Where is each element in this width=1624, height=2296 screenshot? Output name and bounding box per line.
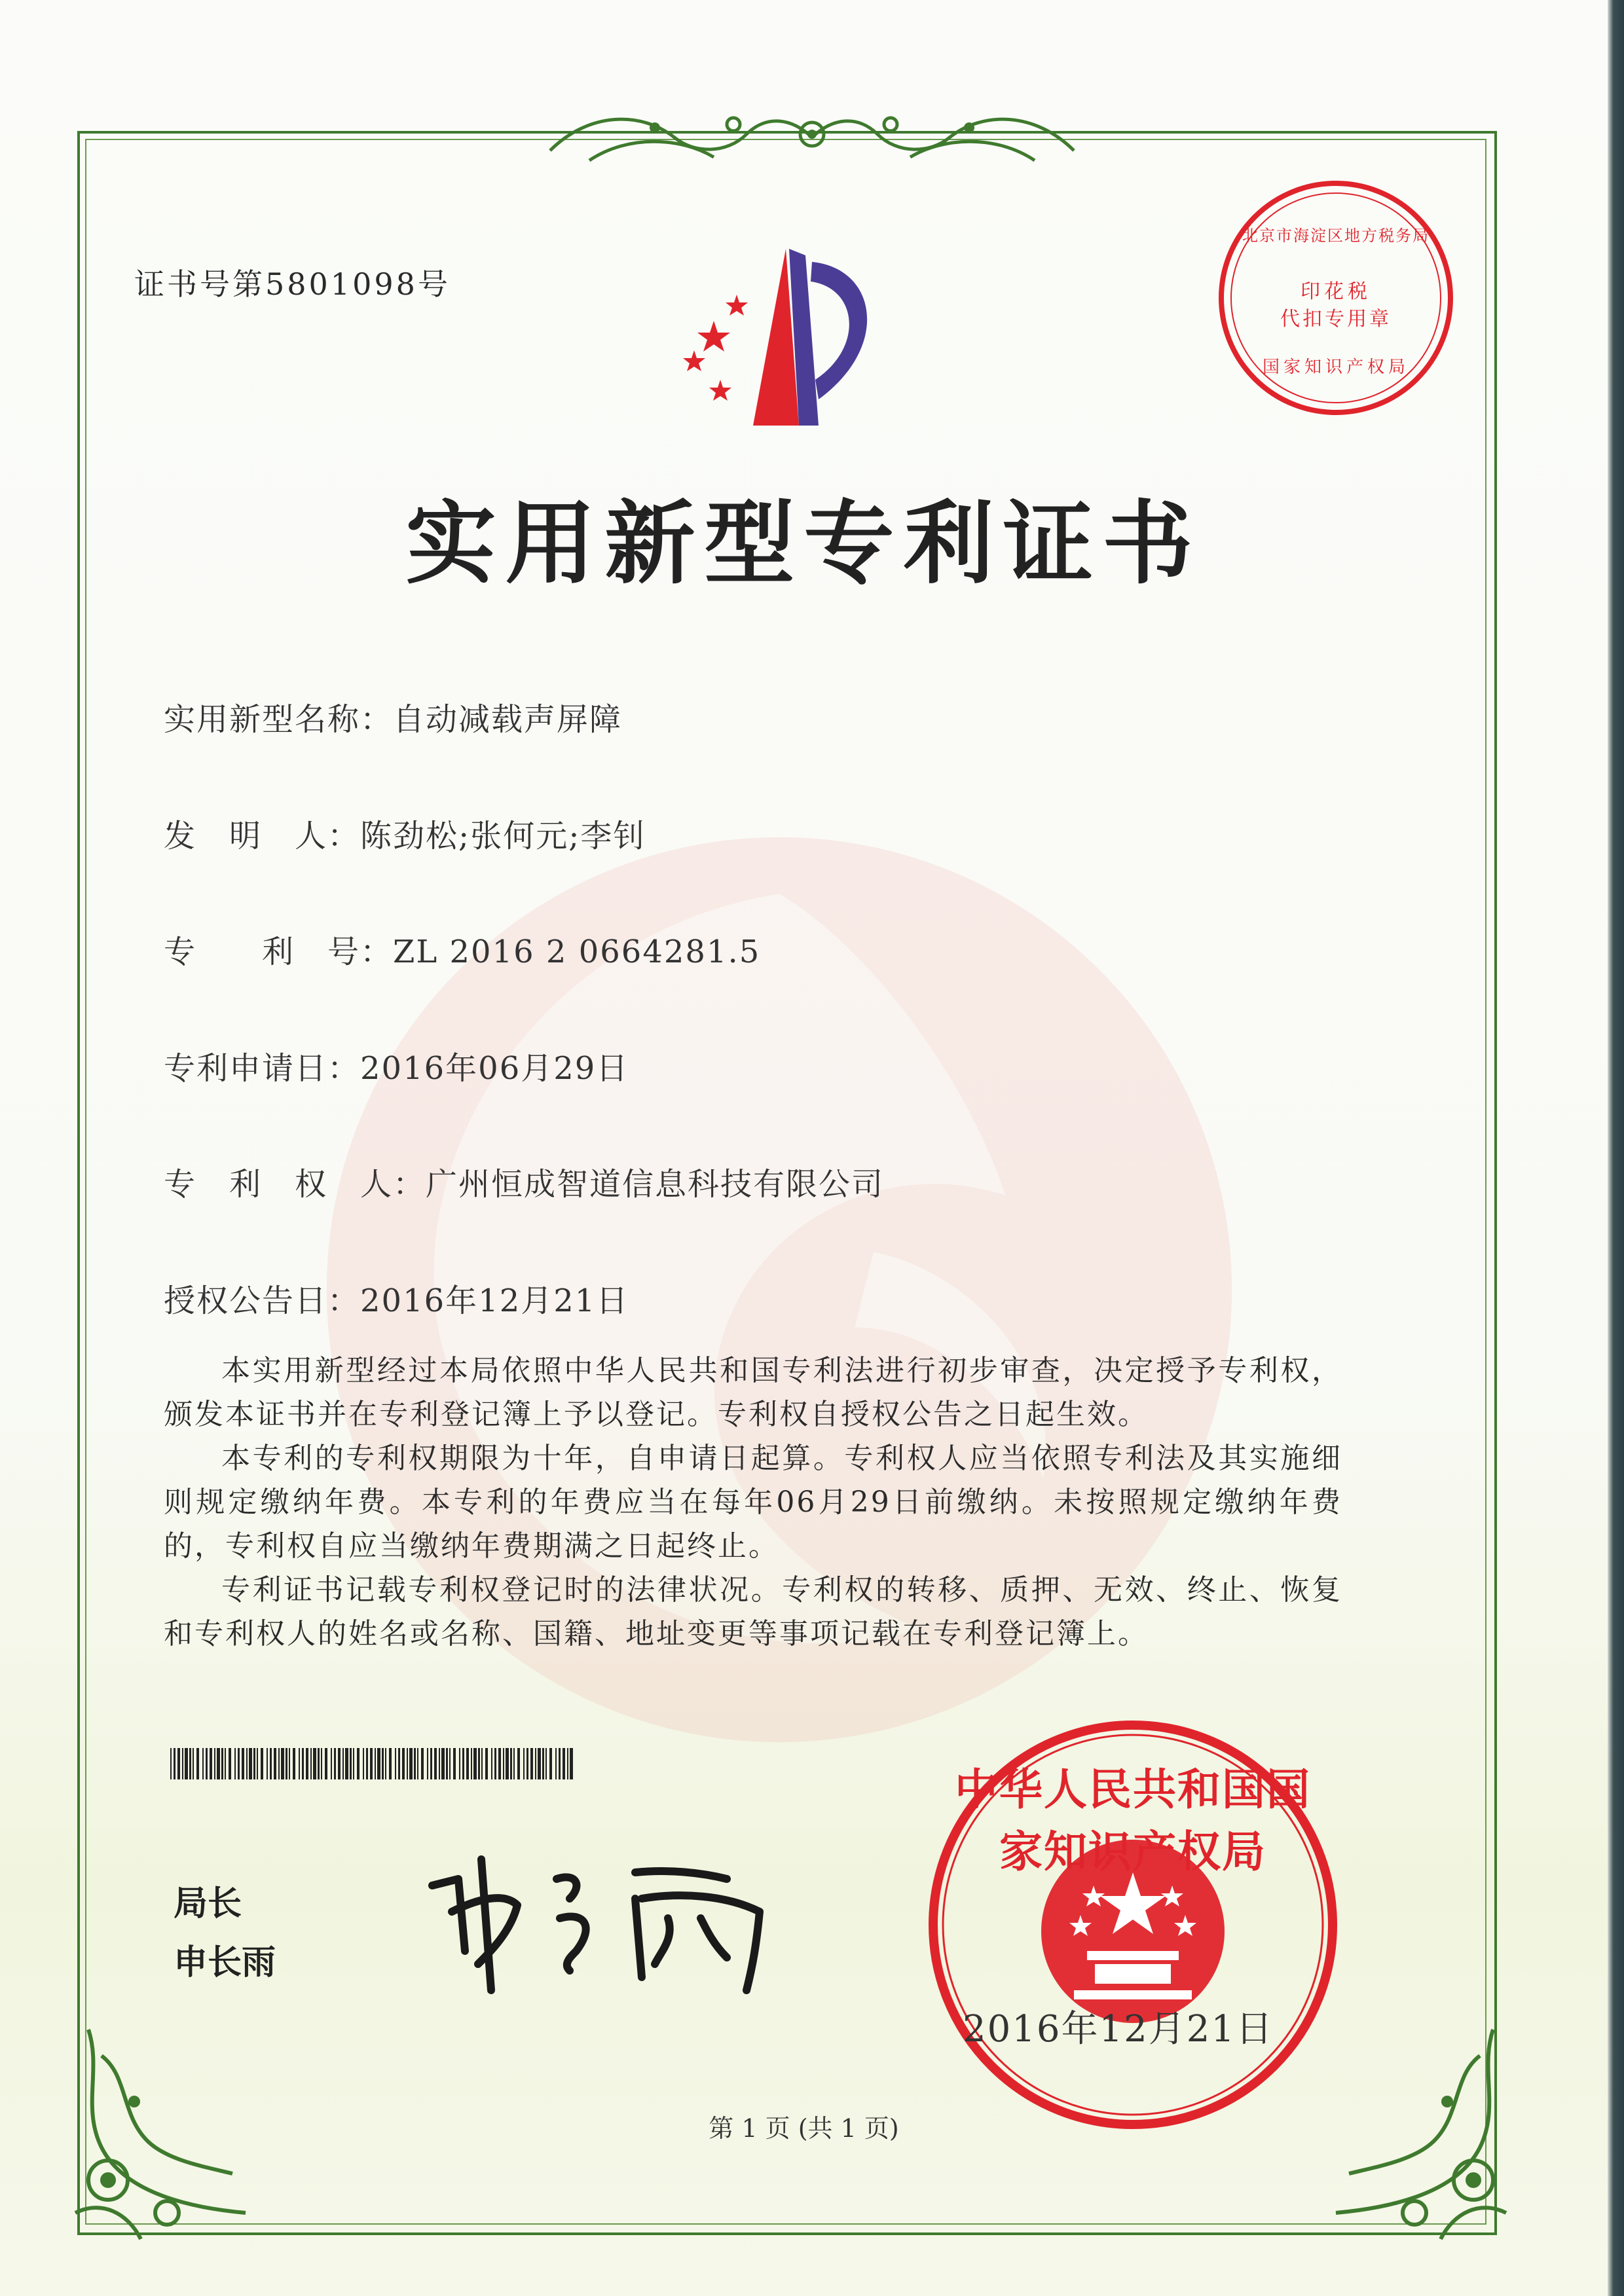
barcode-bar [567,1748,568,1779]
patent-office-logo [655,242,917,439]
certificate-body [164,1349,1342,1656]
barcode-bar [293,1748,295,1779]
field-label: 专利申请日： [164,1050,361,1087]
field-label: 发 明 人： [164,818,361,854]
barcode-bar [281,1748,284,1779]
barcode-bar [510,1748,512,1779]
field-value: 陈劲松;张何元;李钊 [360,818,646,854]
barcode-bar [530,1748,533,1779]
director-title: 局长 [174,1884,242,1923]
barcode-bar [409,1748,413,1779]
barcode-bar [471,1748,472,1779]
barcode-bar [563,1748,565,1779]
barcode-bar [274,1748,276,1779]
barcode-bar [434,1748,437,1779]
certificate-number: 证书号第5801098号 [134,266,451,302]
barcode-bar [395,1748,396,1779]
barcode-bar [375,1748,376,1779]
seal-date: 2016年12月21日 [963,2008,1274,2050]
barcode-bar [334,1748,336,1779]
barcode-bar [321,1748,322,1779]
director-name: 申长雨 [174,1943,276,1982]
barcode-bar [302,1748,304,1779]
tax-stamp-line2: 代扣专用章 [1280,308,1392,331]
tax-stamp-bottom-text: 国家知识产权局 [1262,357,1409,377]
director-signature [419,1833,786,2003]
barcode-bar [503,1748,504,1779]
barcode-bar [421,1748,424,1779]
barcode-bar [278,1748,280,1779]
field-label: 专 利 权 人： [164,1166,426,1203]
barcode-bar [174,1748,175,1779]
body-paragraph: 本实用新型经过本局依照中华人民共和国专利法进行初步审查，决定授予专利权，颁发本证书并在专利登记簿上予以登记。专利权自授权公告之日起生效。 [164,1354,1342,1431]
barcode-bar [202,1748,204,1779]
barcode-bar [549,1748,552,1779]
field-label: 实用新型名称： [164,701,394,738]
barcode-bar [389,1748,392,1779]
barcode-bar [234,1748,236,1779]
barcode-bar [270,1748,272,1779]
barcode-bar [299,1748,300,1779]
barcode-bar [523,1748,525,1779]
barcode-bar [427,1748,428,1779]
barcode-bar [439,1748,440,1779]
field-label: 专 利 号： [164,934,394,970]
barcode-bar [267,1748,268,1779]
body-paragraph: 本专利的专利权期限为十年，自申请日起算。专利权人应当依照专利法及其实施细则规定缴纳年费。本专利的年费应当在每年06月29日前缴纳。未按照规定缴纳年费的，专利权自应当缴纳年费期满之日起终止。 [164,1442,1342,1563]
barcode-bar [310,1748,312,1779]
barcode-bar [229,1748,231,1779]
barcode-bar [453,1748,456,1779]
field-grant-date [164,1275,629,1321]
barcode-bar [342,1748,344,1779]
barcode-bar [382,1748,384,1779]
barcode-bar [177,1748,180,1779]
national-ip-office-seal [923,1715,1342,2134]
barcode-bar [473,1748,477,1779]
barcode-bar [481,1748,483,1779]
tax-stamp-outer-text: 北京市海淀区地方税务局 [1242,227,1430,245]
barcode-bar [485,1748,488,1779]
barcode-bar [402,1748,405,1779]
barcode-bar [306,1748,308,1779]
barcode-bar [345,1748,348,1779]
barcode-bar [286,1748,287,1779]
field-patent-number [164,926,760,972]
barcode-bar [498,1748,501,1779]
body-paragraph: 专利证书记载专利权登记时的法律状况。专利权的转移、质押、无效、终止、恢复和专利权人的姓名或名称、国籍、地址变更等事项记载在专利登记簿上。 [164,1573,1342,1650]
barcode-bar [217,1748,220,1779]
barcode-bar [538,1748,541,1779]
barcode-bar [570,1748,573,1779]
barcode [170,1748,576,1779]
barcode-bar [257,1748,258,1779]
barcode-bar [513,1748,515,1779]
barcode-bar [261,1748,263,1779]
barcode-bar [417,1748,418,1779]
barcode-bar [253,1748,255,1779]
barcode-bar [196,1748,199,1779]
barcode-bar [430,1748,432,1779]
barcode-bar [363,1748,364,1779]
barcode-bar [189,1748,191,1779]
barcode-bar [338,1748,341,1779]
page-number: 第 1 页 (共 1 页) [709,2114,899,2143]
barcode-bar [545,1748,547,1779]
field-patentee [164,1159,884,1204]
barcode-bar [210,1748,212,1779]
barcode-bar [193,1748,194,1779]
barcode-bar [517,1748,520,1779]
barcode-bar [357,1748,360,1779]
barcode-bar [535,1748,536,1779]
barcode-bar [462,1748,464,1779]
barcode-bar [249,1748,252,1779]
barcode-bar [366,1748,368,1779]
seal-text: 中华人民共和国国家知识产权局 [955,1764,1311,1877]
barcode-bar [325,1748,327,1779]
field-value: 自动减载声屏障 [393,701,623,738]
barcode-bar [542,1748,544,1779]
barcode-bar [350,1748,352,1779]
field-label: 授权公告日： [164,1283,361,1319]
barcode-bar [446,1748,448,1779]
barcode-bar [441,1748,445,1779]
barcode-bar [225,1748,226,1779]
barcode-bar [242,1748,244,1779]
field-inventors [164,811,646,856]
scan-edge [1608,0,1624,2296]
barcode-bar [414,1748,416,1779]
top-ornament [537,98,1087,177]
tax-stamp [1215,177,1457,419]
barcode-bar [246,1748,248,1779]
barcode-bar [221,1748,223,1779]
barcode-bar [506,1748,509,1779]
barcode-bar [459,1748,460,1779]
barcode-bar [206,1748,208,1779]
barcode-bar [398,1748,400,1779]
barcode-bar [289,1748,290,1779]
barcode-bar [466,1748,469,1779]
barcode-bar [370,1748,373,1779]
barcode-bar [238,1748,240,1779]
barcode-bar [526,1748,528,1779]
barcode-bar [214,1748,215,1779]
barcode-bar [313,1748,316,1779]
field-utility-model-name [164,694,622,739]
certificate-title: 实用新型专利证书 [405,490,1202,596]
field-value: 广州恒成智道信息科技有限公司 [426,1166,885,1203]
barcode-bar [555,1748,557,1779]
field-value: 2016年06月29日 [360,1050,629,1087]
barcode-bar [185,1748,188,1779]
barcode-bar [353,1748,354,1779]
barcode-bar [318,1748,320,1779]
field-application-date [164,1043,629,1088]
barcode-bar [377,1748,380,1779]
field-value: 2016年12月21日 [360,1283,629,1319]
barcode-bar [407,1748,408,1779]
barcode-bar [559,1748,561,1779]
barcode-bar [182,1748,183,1779]
barcode-bar [385,1748,386,1779]
barcode-bar [478,1748,480,1779]
barcode-bar [494,1748,496,1779]
barcode-bar [491,1748,492,1779]
field-value: ZL 2016 2 0664281.5 [393,934,761,970]
barcode-bar [170,1748,172,1779]
barcode-bar [331,1748,332,1779]
barcode-bar [449,1748,451,1779]
tax-stamp-line1: 印花税 [1301,280,1371,303]
